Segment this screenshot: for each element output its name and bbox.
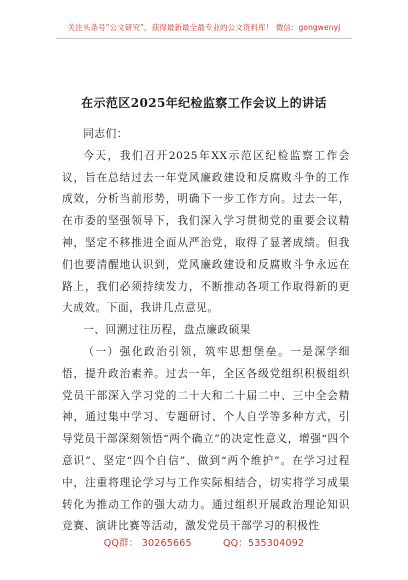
header-promo-note: 关注头条号“公文研究”，获得最新最全最专业的公文资料库！ 微信：gongwenyj bbox=[67, 23, 341, 32]
paragraph: 今天，我们召开2025年XX示范区纪检监察工作会议，旨在总结过去一年党风廉政建设和反腐败斗争的工作成效，分析当前形势，明确下一步工作方向。过去一年，在市委的坚强领导下，我们深入学习贯彻党的重要会议精神，坚定不移推进全面从严治党，取得了显著成绩。但我们也要清醒地认识到，党风廉政建设和反腐败斗争永远在路上，我们必须持续发力，不断推动各项工作取得新的更大成效。下面，我讲几点意见。 bbox=[62, 149, 350, 315]
document-title: 在示范区2025年纪检监察工作会议上的讲话 bbox=[81, 96, 327, 110]
footer-qq: QQ：535304092 bbox=[222, 538, 305, 549]
footer-contact bbox=[0, 535, 408, 549]
footer-qq-group: QQ群： 30265665 bbox=[103, 538, 192, 549]
sub-paragraph: （一）强化政治引领，筑牢思想堡垒。一是深学细悟，提升政治素养。过去一年，全区各级党组织积极组织党员干部深入学习党的二十大和二十届二中、三中全会精神，通过集中学习、专题研讨、个人自学等多种方式，引导党员干部深刻领悟“两个确立”的决定性意义，增强“四个意识”、坚定“四个自信”、做到“两个维护”。在学习过程中，注重将理论学习与工作实际相结合，切实将学习成果转化为推动工作的强大动力。通过组织开展政治理论知识竞赛、演讲比赛等活动，激发党员干部学习的积极性 bbox=[62, 345, 350, 533]
section-heading: 一、回溯过往历程，盘点廉政硕果 bbox=[83, 324, 252, 337]
document-body bbox=[62, 120, 350, 538]
header-divider bbox=[56, 38, 352, 39]
salutation: 同志们： bbox=[83, 128, 128, 140]
